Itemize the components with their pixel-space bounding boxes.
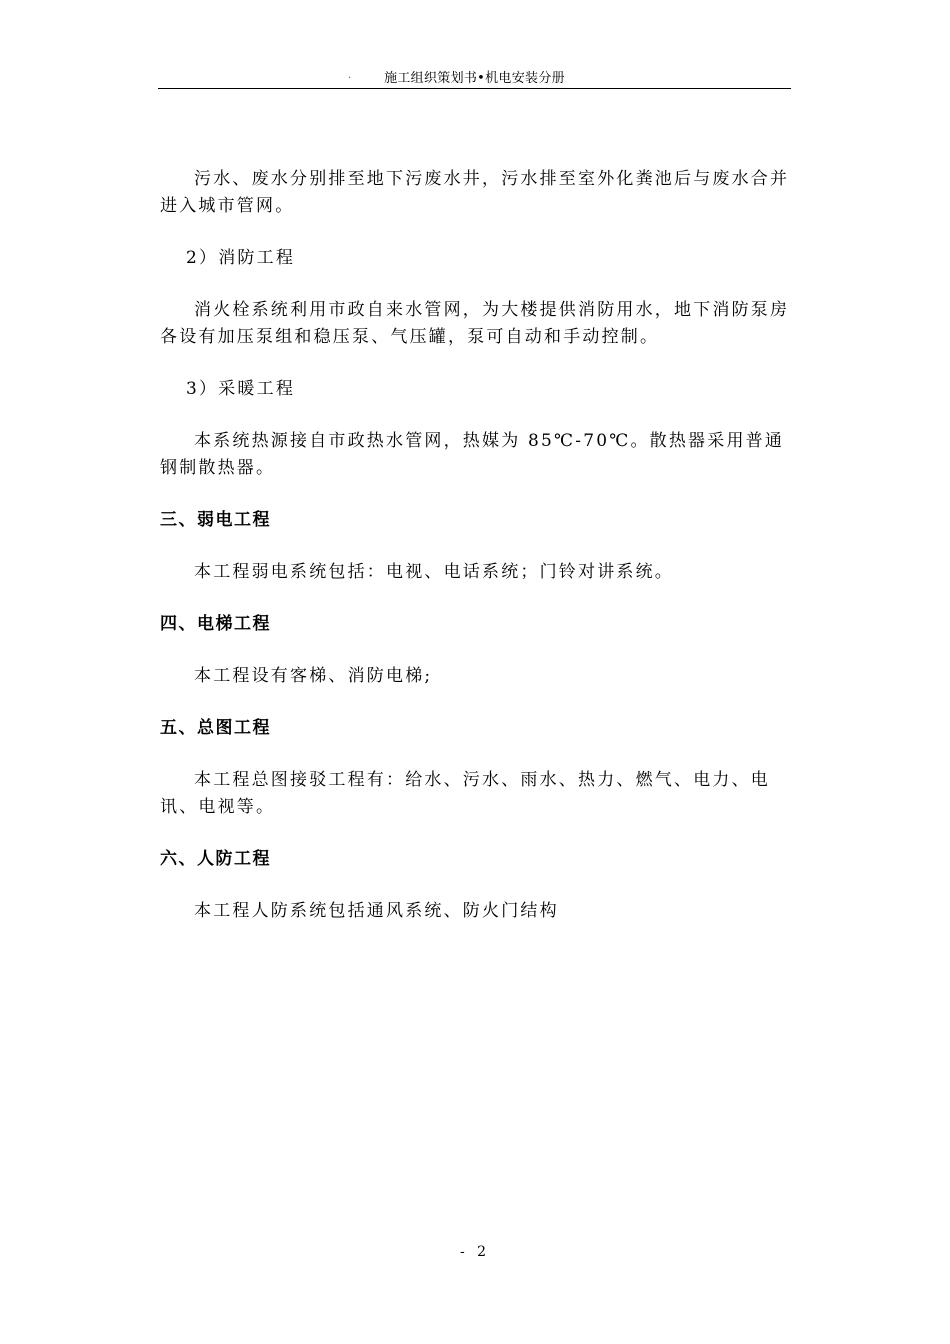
paragraph-civil-defense: 本工程人防系统包括通风系统、防火门结构 xyxy=(194,901,559,921)
paragraph-sewage: 污水、废水分别排至地下污废水井，污水排至室外化粪池后与废水合并进入城市管网。 xyxy=(160,169,790,216)
paragraph-site-plan: 本工程总图接驳工程有：给水、污水、雨水、热力、燃气、电力、电讯、电视等。 xyxy=(160,770,770,817)
document-body xyxy=(160,166,792,925)
paragraph-elevator: 本工程设有客梯、消防电梯; xyxy=(194,666,433,686)
paragraph-low-voltage: 本工程弱电系统包括：电视、电话系统；门铃对讲系统。 xyxy=(194,562,674,582)
section-heading-elevator: 四、电梯工程 xyxy=(160,614,271,634)
subheading-heating: 3）采暖工程 xyxy=(186,379,296,399)
page-header xyxy=(158,66,791,89)
subheading-fire-protection: 2）消防工程 xyxy=(186,248,296,268)
header-title: 施工组织策划书•机电安装分册 xyxy=(384,71,565,86)
section-heading-site-plan: 五、总图工程 xyxy=(160,718,271,738)
header-dot: . xyxy=(348,70,352,81)
page-number: - 2 xyxy=(459,1244,491,1260)
section-heading-low-voltage: 三、弱电工程 xyxy=(160,510,271,530)
paragraph-heat-source: 本系统热源接自市政热水管网，热媒为 85℃-70℃。散热器采用普通钢制散热器。 xyxy=(160,431,785,478)
paragraph-fire-hydrant: 消火栓系统利用市政自来水管网，为大楼提供消防用水，地下消防泵房各设有加压泵组和稳压泵、气压罐，泵可自动和手动控制。 xyxy=(160,300,790,347)
section-heading-civil-defense: 六、人防工程 xyxy=(160,849,271,869)
